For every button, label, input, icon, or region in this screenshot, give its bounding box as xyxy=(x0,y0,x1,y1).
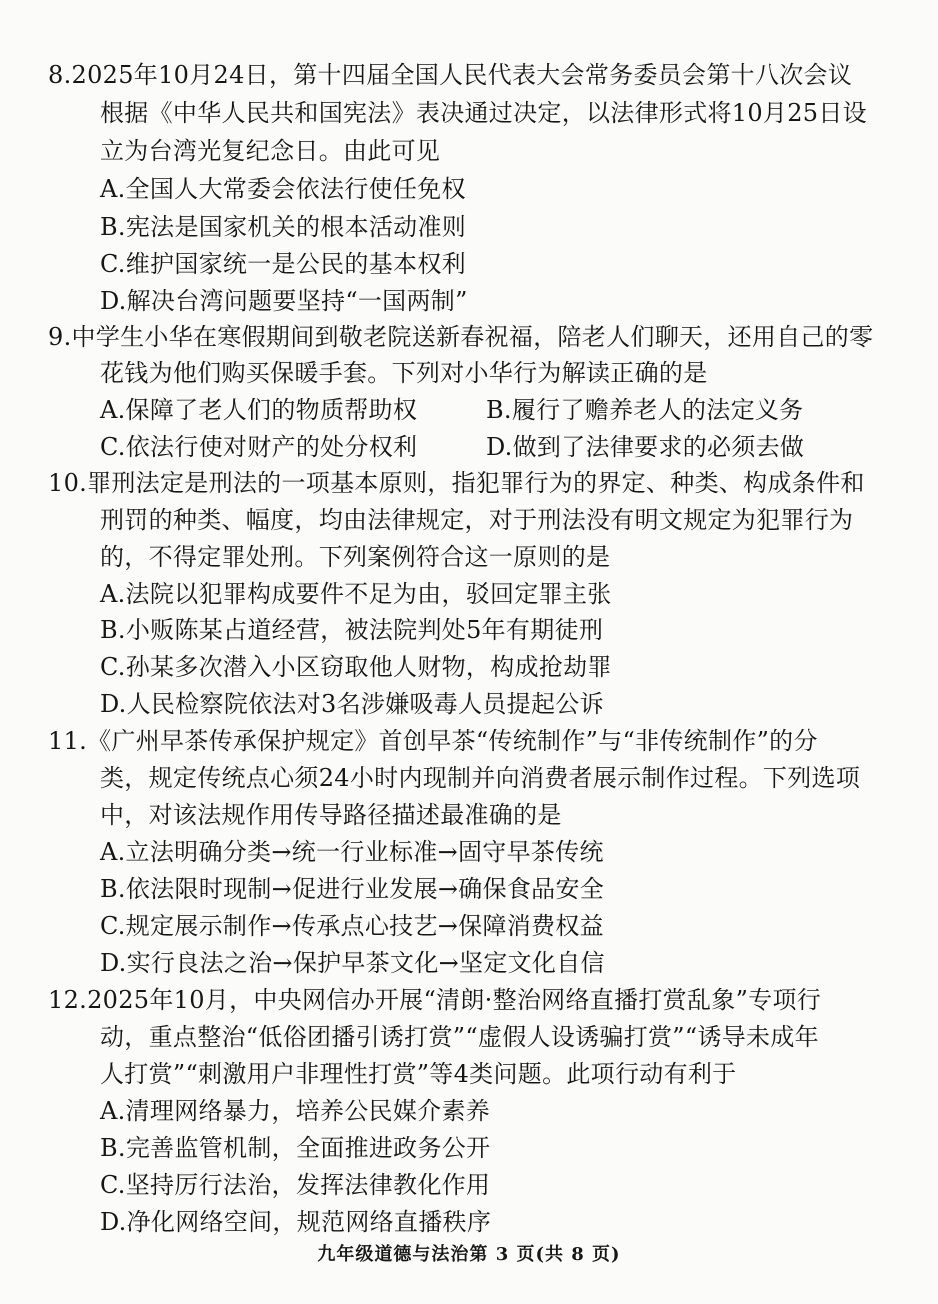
question-10-option-a: A.法院以犯罪构成要件不足为由，驳回定罪主张 xyxy=(100,580,612,608)
question-12-line-3: 人打赏”“刺激用户非理性打赏”等4类问题。此项行动有利于 xyxy=(100,1060,737,1088)
page-footer: 九年级道德与法治第 3 页(共 8 页) xyxy=(317,1244,621,1265)
question-10-option-c: C.孙某多次潜入小区窃取他人财物，构成抢劫罪 xyxy=(100,653,612,681)
question-8-option-d: D.解决台湾问题要坚持“一国两制” xyxy=(100,287,468,315)
question-12-option-b: B.完善监管机制，全面推进政务公开 xyxy=(100,1134,491,1162)
question-10-option-b: B.小贩陈某占道经营，被法院判处5年有期徒刑 xyxy=(100,616,604,644)
question-8-option-a: A.全国人大常委会依法行使任免权 xyxy=(100,175,466,203)
question-11-option-a: A.立法明确分类→统一行业标准→固守早茶传统 xyxy=(100,838,604,866)
question-10-line-1: 10.罪刑法定是刑法的一项基本原则，指犯罪行为的界定、种类、构成条件和 xyxy=(48,469,865,497)
question-8-option-c: C.维护国家统一是公民的基本权利 xyxy=(100,250,466,278)
question-8-option-b: B.宪法是国家机关的根本活动准则 xyxy=(100,213,467,241)
question-9-option-b: B.履行了赡养老人的法定义务 xyxy=(486,396,804,424)
question-8-line-3: 立为台湾光复纪念日。由此可见 xyxy=(100,137,441,165)
question-11-option-b: B.依法限时现制→促进行业发展→确保食品安全 xyxy=(100,875,605,903)
question-11-line-2: 类，规定传统点心须24小时内现制并向消费者展示制作过程。下列选项 xyxy=(100,764,861,792)
question-12-option-d: D.净化网络空间，规范网络直播秩序 xyxy=(100,1208,492,1236)
question-9-option-c: C.依法行使对财产的处分权利 xyxy=(100,433,418,461)
question-11-line-3: 中，对该法规作用传导路径描述最准确的是 xyxy=(100,801,562,829)
question-10-line-3: 的，不得定罪处刑。下列案例符合这一原则的是 xyxy=(100,543,611,571)
question-12-line-2: 动，重点整治“低俗团播引诱打赏”“虚假人设诱骗打赏”“诱导未成年 xyxy=(100,1023,819,1051)
question-9-line-2: 花钱为他们购买保暖手套。下列对小华行为解读正确的是 xyxy=(100,359,708,387)
question-10-option-d: D.人民检察院依法对3名涉嫌吸毒人员提起公诉 xyxy=(100,690,604,718)
question-9-option-d: D.做到了法律要求的必须去做 xyxy=(486,433,805,461)
question-11-option-d: D.实行良法之治→保护早茶文化→坚定文化自信 xyxy=(100,949,605,977)
question-8-line-1: 8.2025年10月24日，第十四届全国人民代表大会常务委员会第十八次会议 xyxy=(48,61,853,89)
question-8-line-2: 根据《中华人民共和国宪法》表决通过决定，以法律形式将10月25日设 xyxy=(100,99,867,127)
question-12-option-a: A.清理网络暴力，培养公民媒介素养 xyxy=(100,1097,491,1125)
question-12-line-1: 12.2025年10月，中央网信办开展“清朗·整治网络直播打赏乱象”专项行 xyxy=(48,986,822,1014)
question-12-option-c: C.坚持厉行法治，发挥法律教化作用 xyxy=(100,1171,491,1199)
question-11-option-c: C.规定展示制作→传承点心技艺→保障消费权益 xyxy=(100,912,604,940)
question-9-line-1: 9.中学生小华在寒假期间到敬老院送新春祝福，陪老人们聊天，还用自己的零 xyxy=(48,323,874,351)
question-11-line-1: 11.《广州早茶传承保护规定》首创早茶“传统制作”与“非传统制作”的分 xyxy=(48,727,818,755)
question-10-line-2: 刑罚的种类、幅度，均由法律规定，对于刑法没有明文规定为犯罪行为 xyxy=(100,506,854,534)
question-9-option-a: A.保障了老人们的物质帮助权 xyxy=(100,396,418,424)
